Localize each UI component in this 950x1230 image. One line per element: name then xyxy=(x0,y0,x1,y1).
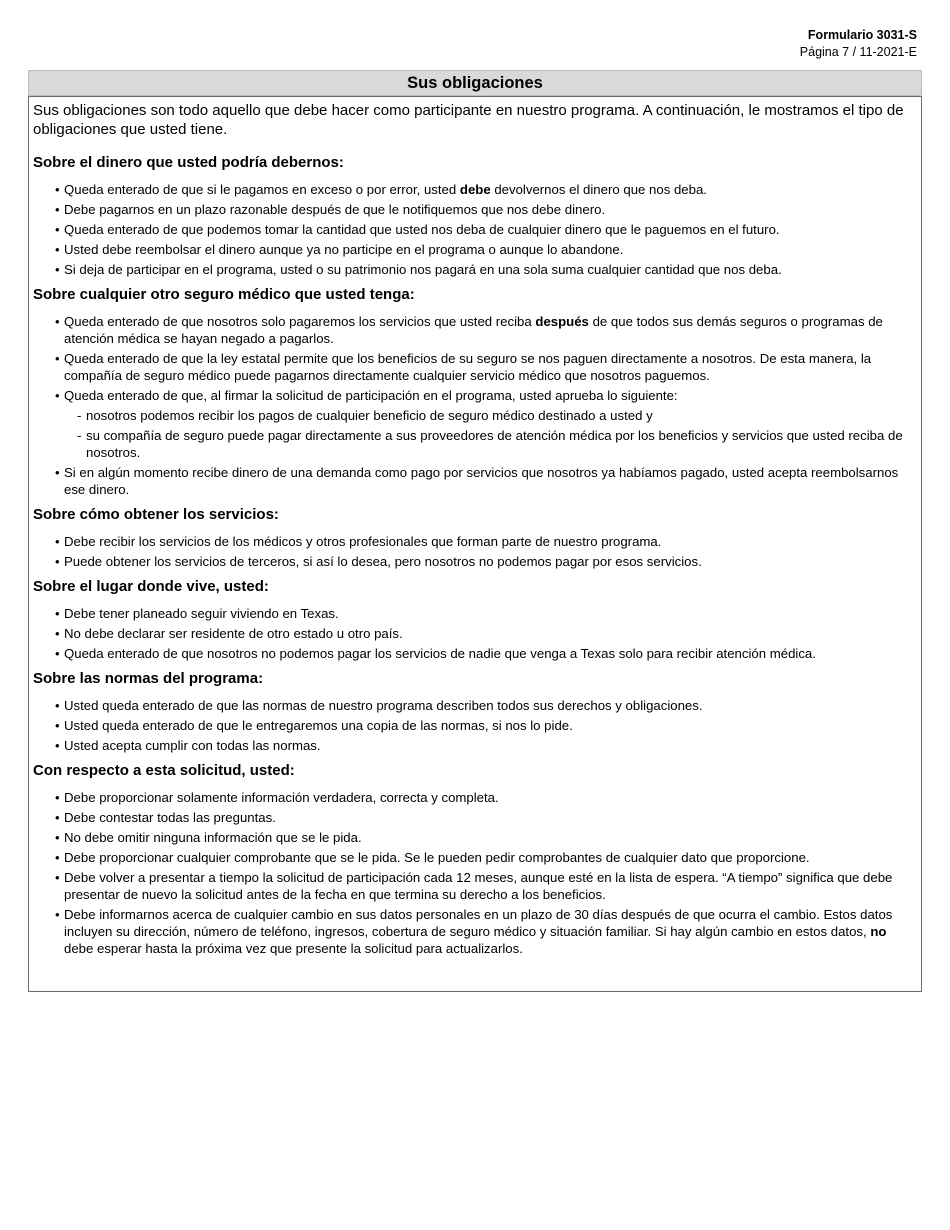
list-rules xyxy=(33,697,915,754)
list-item: • Queda enterado de que, al firmar la solicitud de participación en el programa, usted aprueba lo siguiente: - nosotros podemos recibir los pagos de cualquier beneficio de seguro médico destinado a usted y - su compañía de seguro puede pagar directamente a sus proveedores de atención médica por los beneficios y servicios que usted reciba de nosotros. xyxy=(55,387,915,461)
list-item: • No debe declarar ser residente de otro estado u otro país. xyxy=(55,626,403,641)
list-item: • Debe proporcionar solamente información verdadera, correcta y completa. xyxy=(55,790,499,805)
heading-money: Sobre el dinero que usted podría debernos: xyxy=(33,154,344,171)
sub-list xyxy=(64,407,915,461)
section-title: Sus obligaciones xyxy=(28,70,922,96)
list-item: • Si en algún momento recibe dinero de una demanda como pago por servicios que nosotros ya habíamos pagado, usted acepta reembolsarnos ese dinero. xyxy=(55,465,899,497)
list-services xyxy=(33,533,915,570)
list-item: • Queda enterado de que la ley estatal permite que los beneficios de su seguro se nos paguen directamente a nosotros. De esta manera, la compañía de seguro médico puede pagarnos directamente cualquier servicio médico que nosotros paguemos. xyxy=(55,351,872,383)
list-item: • Queda enterado de que podemos tomar la cantidad que usted nos deba de cualquier dinero que le paguemos en el futuro. xyxy=(55,222,780,237)
list-item: • Debe pagarnos en un plazo razonable después de que le notifiquemos que nos debe dinero. xyxy=(55,202,606,217)
heading-insurance: Sobre cualquier otro seguro médico que usted tenga: xyxy=(33,286,415,303)
list-item: • Queda enterado de que si le pagamos en exceso o por error, usted debe devolvernos el dinero que nos deba. xyxy=(55,182,707,197)
heading-rules: Sobre las normas del programa: xyxy=(33,670,264,687)
list-item: • Usted queda enterado de que le entregaremos una copia de las normas, si nos lo pide. xyxy=(55,718,573,733)
heading-residence: Sobre el lugar donde vive, usted: xyxy=(33,578,269,595)
list-item: • Debe recibir los servicios de los médicos y otros profesionales que forman parte de nuestro programa. xyxy=(55,534,662,549)
list-item: • Queda enterado de que nosotros no podemos pagar los servicios de nadie que venga a Texas solo para recibir atención médica. xyxy=(55,646,816,661)
sub-list-item: - su compañía de seguro puede pagar directamente a sus proveedores de atención médica por los beneficios y servicios que usted reciba de nosotros. xyxy=(77,428,903,460)
form-number: Formulario 3031-S xyxy=(807,28,917,42)
sub-list-item: - nosotros podemos recibir los pagos de cualquier beneficio de seguro médico destinado a usted y xyxy=(77,408,653,423)
list-item: • Queda enterado de que nosotros solo pagaremos los servicios que usted reciba después de que todos sus demás seguros o programas de atención médica se hayan negado a pagarlos. xyxy=(55,314,883,346)
list-item: • Debe contestar todas las preguntas. xyxy=(55,810,276,825)
heading-application: Con respecto a esta solicitud, usted: xyxy=(33,762,295,779)
obligations-content xyxy=(28,96,922,992)
list-item: • Puede obtener los servicios de terceros, si así lo desea, pero nosotros no podemos pagar por esos servicios. xyxy=(55,554,702,569)
list-item: • Usted queda enterado de que las normas de nuestro programa describen todos sus derechos y obligaciones. xyxy=(55,698,703,713)
heading-services: Sobre cómo obtener los servicios: xyxy=(33,506,279,523)
list-item: • Si deja de participar en el programa, usted o su patrimonio nos pagará en una sola suma cualquier cantidad que nos deba. xyxy=(55,262,782,277)
list-item: • Debe volver a presentar a tiempo la solicitud de participación cada 12 meses, aunque esté en la lista de espera. “A tiempo” significa que debe presentar de nuevo la solicitud antes de la fecha en que termina su derecho a los beneficios. xyxy=(55,870,893,902)
list-item: • Debe tener planeado seguir viviendo en Texas. xyxy=(55,606,339,621)
list-money xyxy=(33,181,915,278)
page-info: Página 7 / 11-2021-E xyxy=(799,45,917,59)
list-item: • Usted acepta cumplir con todas las normas. xyxy=(55,738,321,753)
list-item: • Usted debe reembolsar el dinero aunque ya no participe en el programa o aunque lo abandone. xyxy=(55,242,624,257)
page-header xyxy=(800,27,917,61)
list-item: • Debe informarnos acerca de cualquier cambio en sus datos personales en un plazo de 30 días después de que ocurra el cambio. Estos datos incluyen su dirección, número de teléfono, ingresos, cobertura de seguro médico y situación familiar. Si hay algún cambio en estos datos, no debe esperar hasta la próxima vez que presente la solicitud para actualizarlos. xyxy=(55,907,893,956)
list-item: • Debe proporcionar cualquier comprobante que se le pida. Se le pueden pedir comprobantes de cualquier dato que proporcione. xyxy=(55,850,810,865)
list-item: • No debe omitir ninguna información que se le pida. xyxy=(55,830,362,845)
list-insurance xyxy=(33,313,915,498)
intro-paragraph: Sus obligaciones son todo aquello que debe hacer como participante en nuestro programa. A continuación, le mostramos el tipo de obligaciones que usted tiene. xyxy=(33,102,904,138)
list-application xyxy=(33,789,915,957)
list-residence xyxy=(33,605,915,662)
